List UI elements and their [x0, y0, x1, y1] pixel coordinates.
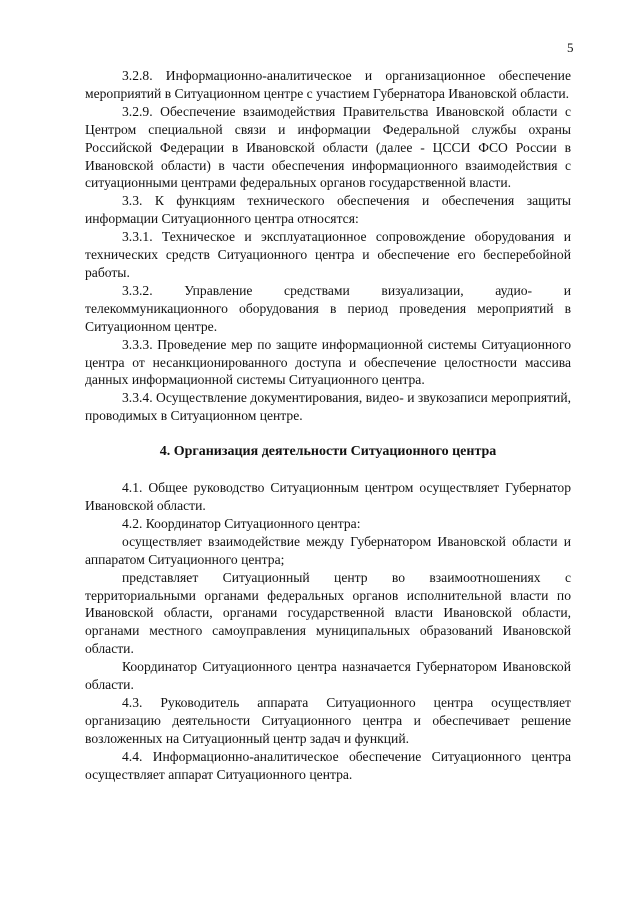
- paragraph-4-1: 4.1. Общее руководство Ситуационным центром осуществляет Губернатор Ивановской области.: [85, 480, 571, 514]
- paragraph-3-3: 3.3. К функциям технического обеспечения и обеспечения защиты информации Ситуационного центра относятся:: [85, 193, 571, 227]
- paragraph-4-3: 4.3. Руководитель аппарата Ситуационного центра осуществляет организацию деятельности Ситуационного центра и обеспечивает решение возложенных на Ситуационный центр задач и функций.: [85, 695, 571, 746]
- paragraph-3-3-4: 3.3.4. Осуществление документирования, видео- и звукозаписи мероприятий, проводимых в Ситуационном центре.: [85, 390, 571, 424]
- paragraph-4-2-appointment: Координатор Ситуационного центра назначается Губернатором Ивановской области.: [85, 659, 571, 693]
- paragraph-3-3-3: 3.3.3. Проведение мер по защите информационной системы Ситуационного центра от несанкционированного доступа и обеспечение целостности массива данных информационной системы Ситуационного центра.: [85, 336, 571, 388]
- paragraph-4-2-item-2: представляет Ситуационный центр во взаимоотношениях с территориальными органами федеральных органов исполнительной власти по Ивановской области, органами государственной власти Ивановской области, органами местного самоуправления муниципальных образований Ивановской области.: [85, 569, 571, 657]
- paragraph-4-2: 4.2. Координатор Ситуационного центра:: [122, 515, 361, 531]
- paragraph-3-2-9: 3.2.9. Обеспечение взаимодействия Правительства Ивановской области с Центром специальной связи и информации Федеральной службы охраны Российской Федерации в Ивановской области (далее - ЦССИ ФСО России в Ивановской области) в части обеспечения информационного взаимодействия с ситуационными центрами федеральных органов государственной власти.: [85, 103, 571, 191]
- page-number: 5: [567, 40, 574, 55]
- paragraph-4-2-item-1: осуществляет взаимодействие между Губернатором Ивановской области и аппаратом Ситуационного центра;: [85, 533, 571, 567]
- section-heading: 4. Организация деятельности Ситуационного центра: [159, 444, 497, 460]
- paragraph-4-4: 4.4. Информационно-аналитическое обеспечение Ситуационного центра осуществляет аппарат Ситуационного центра.: [85, 748, 571, 782]
- document-body: [85, 67, 571, 784]
- paragraph-3-3-2: 3.3.2. Управление средствами визуализации, аудио- и телекоммуникационного оборудования в период проведения мероприятий в Ситуационном центре.: [85, 282, 571, 334]
- paragraph-3-2-8: 3.2.8. Информационно-аналитическое и организационное обеспечение мероприятий в Ситуационном центре с участием Губернатора Ивановской области.: [85, 68, 571, 101]
- paragraph-3-3-1: 3.3.1. Техническое и эксплуатационное сопровождение оборудования и технических средств Ситуационного центра и обеспечение его бесперебойной работы.: [85, 229, 571, 280]
